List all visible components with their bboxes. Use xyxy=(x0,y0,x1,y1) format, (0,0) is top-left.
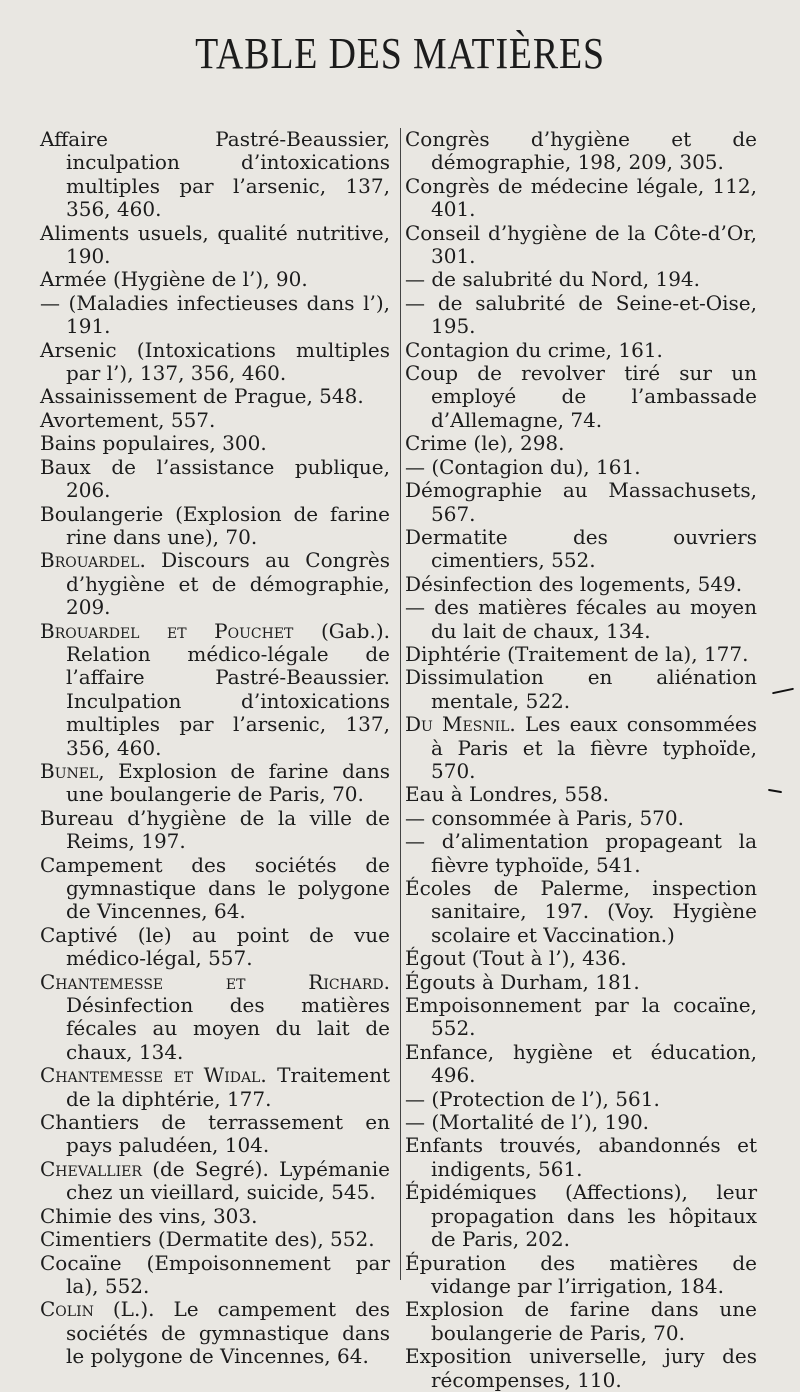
index-entry xyxy=(405,1298,757,1345)
entry-text: Explosion de farine dans une boulangerie de Paris, 70. xyxy=(66,758,390,807)
index-entry xyxy=(405,783,757,806)
entry-text: Captivé (le) au point de vue médico-légal, 557. xyxy=(40,922,390,971)
index-entry xyxy=(405,947,757,970)
entry-author: Bunel, xyxy=(40,758,105,783)
entry-text: Désinfection des matières fécales au moyen du lait de chaux, 134. xyxy=(66,993,390,1064)
entry-text: — de salubrité de Seine-et-Oise, 195. xyxy=(405,290,757,339)
index-entry xyxy=(40,222,390,269)
index-entry xyxy=(40,503,390,550)
entry-text: Dissimulation en aliénation mentale, 522. xyxy=(405,665,757,713)
entry-text: Enfants trouvés, abandonnés et indigents, 561. xyxy=(405,1133,757,1181)
entry-text: — des matières fécales au moyen du lait de chaux, 134. xyxy=(405,595,757,643)
index-entry xyxy=(405,807,757,830)
entry-text: Exposition universelle, jury des récompenses, 110. xyxy=(405,1344,757,1392)
entry-author: Chantemesse et Widal. xyxy=(40,1063,267,1088)
entry-text: Cocaïne (Empoisonnement par la), 552. xyxy=(40,1250,390,1298)
entry-text: Égout (Tout à l’), 436. xyxy=(405,946,627,971)
index-entry xyxy=(40,924,390,971)
index-entry xyxy=(405,456,757,479)
index-column-left xyxy=(40,128,390,1369)
index-entry xyxy=(405,175,757,222)
entry-text: Désinfection des logements, 549. xyxy=(405,571,743,596)
entry-author: Du Mesnil. xyxy=(405,712,516,737)
index-entry xyxy=(405,1252,757,1299)
index-entry xyxy=(40,1064,390,1111)
index-entry xyxy=(405,526,757,573)
index-entry xyxy=(405,713,757,783)
index-entry xyxy=(40,971,390,1065)
index-entry xyxy=(40,128,390,222)
index-entry xyxy=(40,1205,390,1228)
index-entry xyxy=(40,549,390,619)
index-entry xyxy=(405,666,757,713)
index-entry xyxy=(405,222,757,269)
index-entry xyxy=(405,1111,757,1134)
entry-text: Les eaux consommées à Paris et la fièvre typhoïde, 570. xyxy=(431,712,758,783)
entry-text: (de Segré). Lypémanie chez un vieillard, suicide, 545. xyxy=(66,1156,390,1205)
index-entry xyxy=(40,456,390,503)
entry-text: — d’alimentation propageant la fièvre typhoïde, 541. xyxy=(405,829,757,877)
index-entry xyxy=(405,479,757,526)
index-entry xyxy=(40,339,390,386)
entry-text: — (Mortalité de l’), 190. xyxy=(405,1110,650,1135)
index-entry xyxy=(40,1252,390,1299)
entry-text: Campement des sociétés de gymnastique dans le polygone de Vincennes, 64. xyxy=(40,852,390,924)
entry-text: Crime (le), 298. xyxy=(405,431,565,456)
index-entry xyxy=(40,620,390,760)
index-entry xyxy=(40,292,390,339)
entry-author: Chevallier xyxy=(40,1156,142,1181)
entry-text: Aliments usuels, qualité nutritive, 190. xyxy=(40,220,390,269)
index-entry xyxy=(405,432,757,455)
index-column-right xyxy=(405,128,757,1392)
index-entry xyxy=(405,596,757,643)
index-entry xyxy=(405,877,757,947)
entry-text: — consommée à Paris, 570. xyxy=(405,805,684,830)
entry-author: Brouardel et Pouchet xyxy=(40,618,294,643)
entry-text: Congrès de médecine légale, 112, 401. xyxy=(405,173,757,222)
entry-author: Brouardel. xyxy=(40,548,146,573)
entry-text: Coup de revolver tiré sur un employé de l’ambassade d’Allemagne, 74. xyxy=(405,361,757,432)
entry-text: Chimie des vins, 303. xyxy=(40,1203,258,1228)
entry-text: Discours au Congrès d’hygiène et de démographie, 209. xyxy=(66,548,390,620)
index-entry xyxy=(405,128,757,175)
entry-text: Assainissement de Prague, 548. xyxy=(40,384,364,409)
entry-author: Chantemesse et Richard. xyxy=(40,969,390,994)
index-entry xyxy=(405,292,757,339)
entry-text: Égouts à Durham, 181. xyxy=(405,969,640,994)
index-entry xyxy=(405,830,757,877)
entry-text: Affaire Pastré-Beaussier, inculpation d’intoxications multiples par l’arsenic, 137, 356, 460. xyxy=(40,127,390,222)
entry-text: — (Maladies infectieuses dans l’), 191. xyxy=(40,290,390,339)
index-entry xyxy=(40,268,390,291)
entry-text: Eau à Londres, 558. xyxy=(405,782,609,807)
index-entry xyxy=(405,362,757,432)
entry-text: — (Contagion du), 161. xyxy=(405,454,641,479)
entry-text: Épuration des matières de vidange par l’irrigation, 184. xyxy=(405,1250,757,1298)
index-entry xyxy=(40,1228,390,1251)
entry-text: (L.). Le campement des sociétés de gymnastique dans le polygone de Vincennes, 64. xyxy=(66,1297,390,1369)
entry-text: Cimentiers (Dermatite des), 552. xyxy=(40,1227,375,1252)
index-entry xyxy=(405,971,757,994)
margin-mark xyxy=(768,789,782,793)
index-entry xyxy=(40,854,390,924)
index-entry xyxy=(40,1111,390,1158)
column-divider xyxy=(400,128,401,1280)
entry-text: Contagion du crime, 161. xyxy=(405,337,663,362)
index-entry xyxy=(40,409,390,432)
index-entry xyxy=(405,1088,757,1111)
index-entry xyxy=(405,643,757,666)
entry-text: Bains populaires, 300. xyxy=(40,431,267,456)
entry-text: (Gab.). Relation médico-légale de l’affaire Pastré-Beaussier. Inculpation d’intoxications multiples par l’arsenic, 137, 356, 460. xyxy=(66,618,390,760)
entry-text: Boulangerie (Explosion de farine rine dans une), 70. xyxy=(40,501,390,549)
entry-text: Conseil d’hygiène de la Côte-d’Or, 301. xyxy=(405,220,757,269)
margin-mark xyxy=(772,688,794,695)
index-entry xyxy=(40,807,390,854)
entry-text: Armée (Hygiène de l’), 90. xyxy=(40,267,308,292)
entry-text: Congrès d’hygiène et de démographie, 198, 209, 305. xyxy=(405,127,757,175)
entry-text: Chantiers de terrassement en pays paludéen, 104. xyxy=(40,1110,390,1158)
index-entry xyxy=(40,1298,390,1368)
entry-text: Empoisonnement par la cocaïne, 552. xyxy=(405,993,757,1041)
entry-text: Épidémiques (Affections), leur propagation dans les hôpitaux de Paris, 202. xyxy=(405,1180,757,1252)
entry-author: Colin xyxy=(40,1297,94,1322)
index-entry xyxy=(405,994,757,1041)
index-entry xyxy=(405,1181,757,1251)
index-entry xyxy=(405,268,757,291)
index-entry xyxy=(405,1134,757,1181)
entry-text: Explosion de farine dans une boulangerie de Paris, 70. xyxy=(405,1297,757,1345)
entry-text: Bureau d’hygiène de la ville de Reims, 197. xyxy=(40,805,390,854)
entry-text: — (Protection de l’), 561. xyxy=(405,1086,660,1111)
index-entry xyxy=(405,573,757,596)
entry-text: Enfance, hygiène et éducation, 496. xyxy=(405,1039,757,1088)
index-entry xyxy=(405,1345,757,1392)
entry-text: Diphtérie (Traitement de la), 177. xyxy=(405,641,749,666)
entry-text: Démographie au Massachusets, 567. xyxy=(405,478,757,526)
page-title: TABLE DES MATIÈRES xyxy=(195,29,605,78)
entry-text: Dermatite des ouvriers cimentiers, 552. xyxy=(405,524,757,573)
entry-text: Avortement, 557. xyxy=(40,407,216,432)
index-entry xyxy=(40,385,390,408)
index-entry xyxy=(40,760,390,807)
entry-text: — de salubrité du Nord, 194. xyxy=(405,267,700,292)
index-entry xyxy=(40,432,390,455)
entry-text: Baux de l’assistance publique, 206. xyxy=(40,454,390,503)
entry-text: Traitement de la diphtérie, 177. xyxy=(66,1063,390,1111)
index-entry xyxy=(405,339,757,362)
entry-text: Écoles de Palerme, inspection sanitaire, 197. (Voy. Hygiène scolaire et Vaccination.) xyxy=(405,876,757,947)
entry-text: Arsenic (Intoxications multiples par l’), 137, 356, 460. xyxy=(40,337,390,386)
index-entry xyxy=(40,1158,390,1205)
index-entry xyxy=(405,1041,757,1088)
